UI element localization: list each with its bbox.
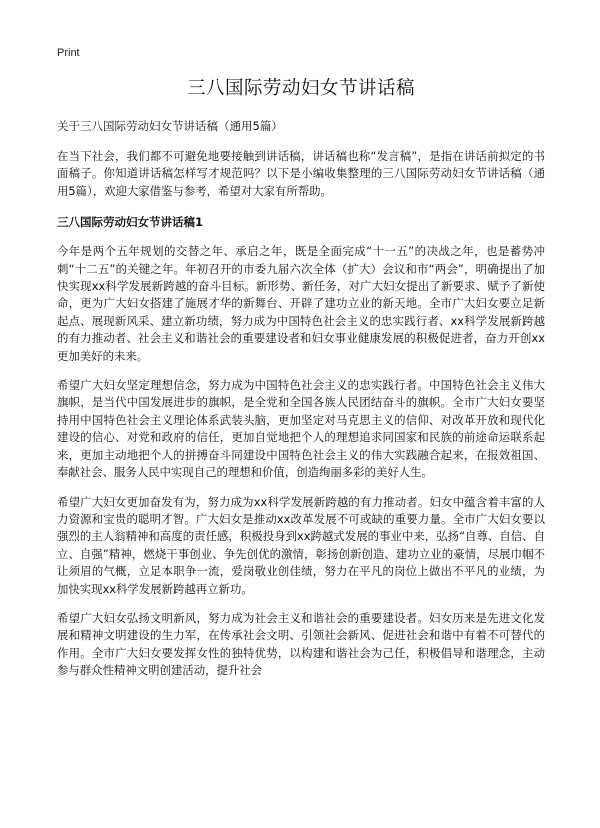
body-paragraph: 希望广大妇女坚定理想信念，努力成为中国特色社会主义的忠实践行者。中国特色社会主义伟大旗帜，是当代中国发展进步的旗帜，是全党和全国各族人民团结奋斗的旗帜。全市广大妇女要坚持用中国特色社会主义理论体系武装头脑，更加坚定对马克思主义的信仰、对改革开放和现代化建设的信心、对党和政府的信任，更加自觉地把个人的理想追求同国家和民族的前途命运联系起来，更加主动地把个人的拼搏奋斗同建设中国特色社会主义的伟大实践融合起来，在报效祖国、奉献社会、服务人民中实现自己的理想和价值，创造绚丽多彩的美好人生。 <box>57 378 545 480</box>
section-heading: 三八国际劳动妇女节讲话稿1 <box>57 215 204 230</box>
print-link[interactable]: Print <box>57 47 80 59</box>
document-title: 三八国际劳动妇女节讲话稿 <box>186 78 415 99</box>
body-paragraph: 今年是两个五年规划的交替之年、承启之年，既是全面完成“十一五”的决战之年，也是蓄势冲刺“十二五”的关键之年。年初召开的市委九届六次全体（扩大）会议和市“两会”，明确提出了加快实现xx科学发展新跨越的奋斗目标。新形势、新任务，对广大妇女提出了新要求、赋予了新使命，更为广大妇女搭建了施展才华的新舞台、开辟了建功立业的新天地。全市广大妇女要立足新起点、展现新风采、建立新功绩，努力成为中国特色社会主义的忠实践行者、xx科学发展新跨越的有力推动者、社会主义和谐社会的重要建设者和妇女事业健康发展的积极促进者，奋力开创xx更加美好的未来。 <box>57 244 545 363</box>
document-subtitle: 关于三八国际劳动妇女节讲话稿（通用5篇） <box>57 119 283 133</box>
body-paragraph: 希望广大妇女弘扬文明新风，努力成为社会主义和谐社会的重要建设者。妇女历来是先进文化发展和精神文明建设的生力军，在传承社会文明、引领社会新风、促进社会和谐中有着不可替代的作用。全市广大妇女要发挥女性的独特优势，以构建和谐社会为己任，积极倡导和谐理念，主动参与群众性精神文明创建活动，提升社会 <box>57 610 545 678</box>
document-page <box>57 76 545 692</box>
body-paragraph: 希望广大妇女更加奋发有为，努力成为xx科学发展新跨越的有力推动者。妇女中蕴含着丰富的人力资源和宝贵的聪明才智。广大妇女是推动xx改革发展不可或缺的重要力量。全市广大妇女要以强烈的主人翁精神和高度的责任感，积极投身到xx跨越式发展的事业中来，弘扬“自尊、自信、自立、自强”精神，燃烧干事创业、争先创优的激情，彰扬创新创造、建功立业的豪情，尽展巾帼不让须眉的气概，立足本职争一流，爱岗敬业创佳绩，努力在平凡的岗位上做出不平凡的业绩，为加快实现xx科学发展新跨越再立新功。 <box>57 494 545 596</box>
intro-paragraph: 在当下社会，我们都不可避免地要接触到讲话稿，讲话稿也称“发言稿”，是指在讲话前拟定的书面稿子。你知道讲话稿怎样写才规范吗？以下是小编收集整理的三八国际劳动妇女节讲话稿（通用5篇），欢迎大家借鉴与参考，希望对大家有所帮助。 <box>57 149 545 198</box>
